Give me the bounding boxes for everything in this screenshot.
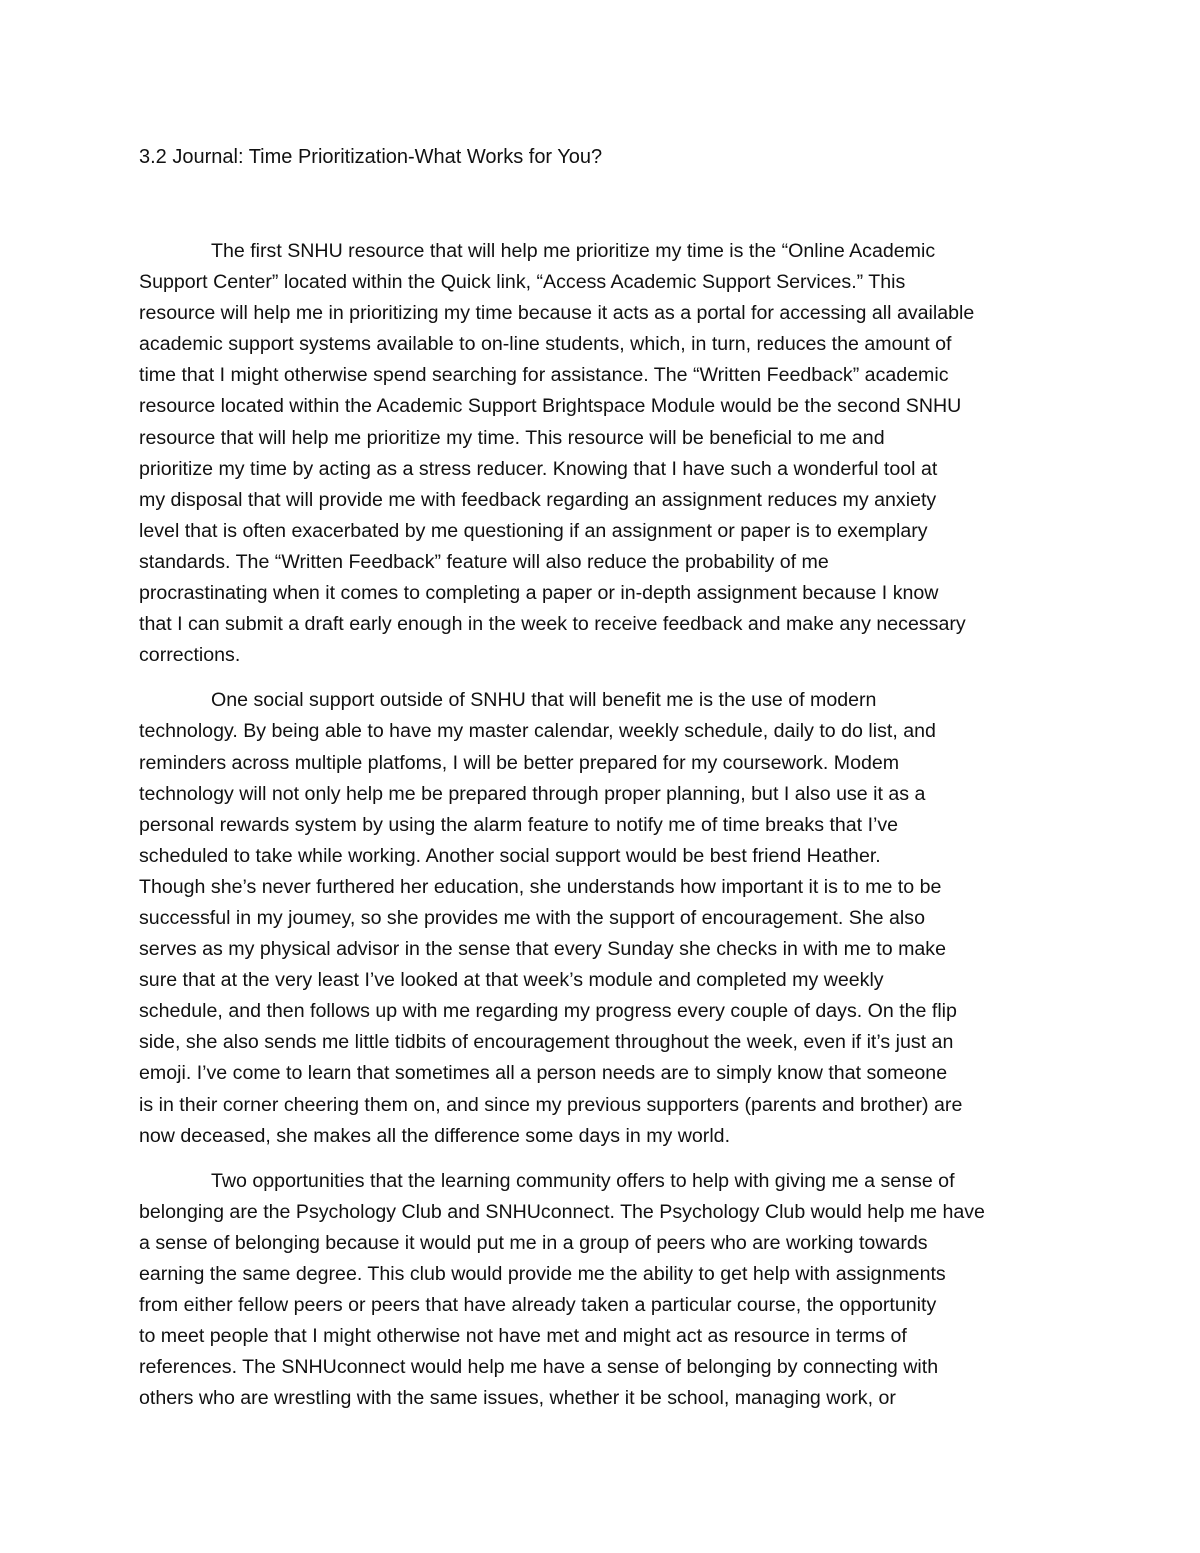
text-line: serves as my physical advisor in the sense that every Sunday she checks in with me to make [139, 938, 946, 961]
text-line: procrastinating when it comes to completing a paper or in-depth assignment because I know [139, 582, 939, 605]
text-line: technology. By being able to have my master calendar, weekly schedule, daily to do list, and [139, 720, 936, 743]
document-body [139, 236, 1079, 1414]
text-line: prioritize my time by acting as a stress reducer. Knowing that I have such a wonderful tool at [139, 457, 938, 480]
text-line: corrections. [139, 644, 241, 667]
text-line: resource located within the Academic Support Brightspace Module would be the second SNHU [139, 395, 962, 418]
text-line: emoji. I’ve come to learn that sometimes all a person needs are to simply know that someone [139, 1062, 948, 1085]
text-line: now deceased, she makes all the difference some days in my world. [139, 1124, 731, 1147]
text-line: from either fellow peers or peers that have already taken a particular course, the opportunity [139, 1294, 937, 1317]
paragraph-social-support [139, 685, 1079, 1151]
text-line: scheduled to take while working. Another social support would be best friend Heather. [139, 844, 881, 867]
text-line: Two opportunities that the learning community offers to help with giving me a sense of [211, 1169, 955, 1192]
text-line: earning the same degree. This club would provide me the ability to get help with assignments [139, 1263, 946, 1285]
text-line: references. The SNHUconnect would help me have a sense of belonging by connecting with [139, 1356, 939, 1379]
text-line: side, she also sends me little tidbits of encouragement throughout the week, even if it’s just an [139, 1031, 954, 1054]
text-line: my disposal that will provide me with feedback regarding an assignment reduces my anxiety [139, 488, 937, 511]
paragraph-spacer [139, 1152, 1079, 1166]
document-title: 3.2 Journal: Time Prioritization-What Works for You? [139, 146, 603, 168]
text-line: standards. The “Written Feedback” feature will also reduce the probability of me [139, 550, 829, 573]
text-line: technology will not only help me be prepared through proper planning, but I also use it as a [139, 782, 926, 805]
text-line: academic support systems available to on-line students, which, in turn, reduces the amount of [139, 333, 952, 356]
text-line: schedule, and then follows up with me regarding my progress every couple of days. On the flip [139, 1000, 957, 1023]
paragraph-belonging [139, 1166, 1079, 1415]
text-line: personal rewards system by using the alarm feature to notify me of time breaks that I’ve [139, 813, 899, 836]
paragraph-resources [139, 236, 1079, 671]
text-line: time that I might otherwise spend searching for assistance. The “Written Feedback” academic [139, 364, 949, 387]
text-line: level that is often exacerbated by me questioning if an assignment or paper is to exemplary [139, 519, 928, 542]
text-line: belonging are the Psychology Club and SNHUconnect. The Psychology Club would help me have [139, 1200, 985, 1223]
text-line: is in their corner cheering them on, and since my previous supporters (parents and brother) are [139, 1093, 963, 1116]
text-line: reminders across multiple platfoms, I will be better prepared for my coursework. Modem [139, 751, 900, 774]
text-line: One social support outside of SNHU that will benefit me is the use of modern [211, 689, 877, 712]
text-line: to meet people that I might otherwise not have met and might act as resource in terms of [139, 1325, 907, 1348]
text-line: Though she’s never furthered her education, she understands how important it is to me to be [139, 875, 942, 898]
paragraph-spacer [139, 671, 1079, 685]
text-line: Support Center” located within the Quick link, “Access Academic Support Services.” This [139, 271, 906, 294]
text-line: The first SNHU resource that will help me prioritize my time is the “Online Academic [211, 240, 936, 262]
text-line: sure that at the very least I’ve looked at that week’s module and completed my weekly [139, 969, 884, 992]
text-line: that I can submit a draft early enough in the week to receive feedback and make any necessary [139, 613, 966, 636]
text-line: others who are wrestling with the same issues, whether it be school, managing work, or [139, 1387, 896, 1410]
text-line: resource that will help me prioritize my time. This resource will be beneficial to me and [139, 426, 885, 449]
text-line: resource will help me in prioritizing my time because it acts as a portal for accessing all available [139, 302, 975, 325]
text-line: a sense of belonging because it would put me in a group of peers who are working towards [139, 1231, 928, 1254]
text-line: successful in my joumey, so she provides me with the support of encouragement. She also [139, 906, 925, 929]
